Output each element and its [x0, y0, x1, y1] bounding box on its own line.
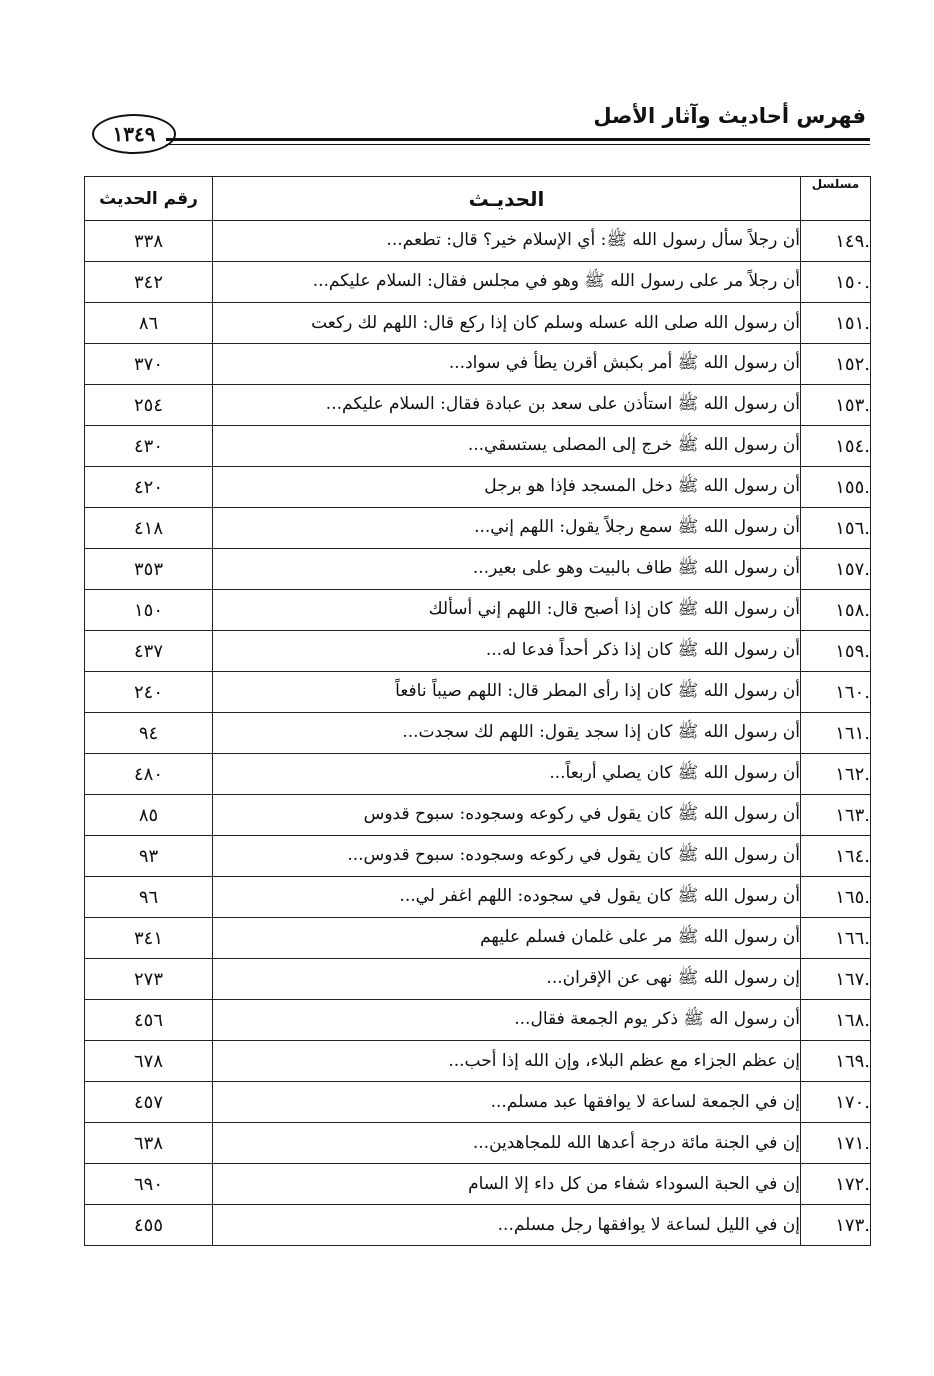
hadith-number-cell: ٦٣٨ [85, 1123, 213, 1164]
hadith-text-cell: إن في الجنة مائة درجة أعدها الله للمجاهدين... [213, 1123, 801, 1164]
serial-number-cell: ١٦٢. [801, 754, 871, 795]
serial-number-cell: ١٥٥. [801, 467, 871, 508]
hadith-text-cell: إن في الحبة السوداء شفاء من كل داء إلا السام [213, 1164, 801, 1205]
serial-number-cell: ١٥٩. [801, 631, 871, 672]
table-row [85, 795, 871, 836]
hadith-text-cell: أن رسول الله ﷺ كان يصلي أربعاً... [213, 754, 801, 795]
hadith-number-cell: ٤٥٥ [85, 1205, 213, 1246]
table-row [85, 1041, 871, 1082]
hadith-text-cell: أن رسول الله صلى الله عسله وسلم كان إذا ركع قال: اللهم لك ركعت [213, 303, 801, 344]
hadith-text-cell: أن رسول الله ﷺ كان إذا أصبح قال: اللهم إني أسألك [213, 590, 801, 631]
serial-number-cell: ١٦٦. [801, 918, 871, 959]
hadith-number-cell: ٩٤ [85, 713, 213, 754]
hadith-number-cell: ٨٦ [85, 303, 213, 344]
serial-number-cell: ١٥٧. [801, 549, 871, 590]
hadith-number-cell: ٢٧٣ [85, 959, 213, 1000]
serial-number-cell: ١٥٢. [801, 344, 871, 385]
serial-number-cell: ١٦٧. [801, 959, 871, 1000]
table-row [85, 1205, 871, 1246]
column-header-hadith: الحديـث [213, 177, 801, 221]
hadith-index-table [84, 176, 871, 1246]
table-row [85, 631, 871, 672]
page-header [84, 102, 870, 164]
hadith-number-cell: ٣٣٨ [85, 221, 213, 262]
hadith-number-cell: ٤٥٦ [85, 1000, 213, 1041]
hadith-text-cell: أن رسول الله ﷺ مر على غلمان فسلم عليهم [213, 918, 801, 959]
table-row [85, 467, 871, 508]
hadith-number-cell: ٣٥٣ [85, 549, 213, 590]
serial-number-cell: ١٦٥. [801, 877, 871, 918]
table-row [85, 262, 871, 303]
hadith-text-cell: أن رسول الله ﷺ كان يقول في ركوعه وسجوده: سبوح قدوس [213, 795, 801, 836]
header-rule [166, 138, 870, 141]
serial-number-cell: ١٥٦. [801, 508, 871, 549]
table-row [85, 1082, 871, 1123]
serial-number-cell: ١٥٤. [801, 426, 871, 467]
hadith-number-cell: ٤٣٧ [85, 631, 213, 672]
hadith-text-cell: أن رسول الله ﷺ استأذن على سعد بن عبادة فقال: السلام عليكم... [213, 385, 801, 426]
hadith-text-cell: أن رسول الله ﷺ خرج إلى المصلى يستسقي... [213, 426, 801, 467]
hadith-number-cell: ٤١٨ [85, 508, 213, 549]
hadith-text-cell: أن رجلاً مر على رسول الله ﷺ وهو في مجلس فقال: السلام عليكم... [213, 262, 801, 303]
hadith-text-cell: أن رسول الله ﷺ أمر بكبش أقرن يطأ في سواد... [213, 344, 801, 385]
table-row [85, 918, 871, 959]
hadith-number-cell: ٤٣٠ [85, 426, 213, 467]
hadith-text-cell: أن رسول الله ﷺ كان يقول في ركوعه وسجوده: سبوح قدوس... [213, 836, 801, 877]
page-number: ١٣٤٩ [92, 114, 176, 154]
serial-number-cell: ١٦٠. [801, 672, 871, 713]
table-header-row [85, 177, 871, 221]
table-row [85, 877, 871, 918]
header-title: فهرس أحاديث وآثار الأصل [593, 104, 866, 128]
hadith-number-cell: ٤٥٧ [85, 1082, 213, 1123]
table-row [85, 590, 871, 631]
serial-number-cell: ١٦٩. [801, 1041, 871, 1082]
hadith-text-cell: إن في الليل لساعة لا يوافقها رجل مسلم... [213, 1205, 801, 1246]
hadith-number-cell: ٣٤٢ [85, 262, 213, 303]
serial-number-cell: ١٧٣. [801, 1205, 871, 1246]
hadith-number-cell: ٩٦ [85, 877, 213, 918]
hadith-text-cell: أن رسول اله ﷺ ذكر يوم الجمعة فقال... [213, 1000, 801, 1041]
hadith-number-cell: ٦٧٨ [85, 1041, 213, 1082]
serial-number-cell: ١٥٣. [801, 385, 871, 426]
hadith-text-cell: أن رجلاً سأل رسول الله ﷺ: أي الإسلام خير؟ قال: تطعم... [213, 221, 801, 262]
column-header-serial: مسلسل [801, 177, 871, 221]
table-row [85, 344, 871, 385]
table-row [85, 754, 871, 795]
serial-number-cell: ١٦٤. [801, 836, 871, 877]
hadith-number-cell: ٤٨٠ [85, 754, 213, 795]
table-row [85, 508, 871, 549]
hadith-text-cell: أن رسول الله ﷺ دخل المسجد فإذا هو برجل [213, 467, 801, 508]
hadith-number-cell: ٦٩٠ [85, 1164, 213, 1205]
table-row [85, 426, 871, 467]
hadith-text-cell: أن رسول الله ﷺ كان إذا ذكر أحداً فدعا له... [213, 631, 801, 672]
table-row [85, 959, 871, 1000]
column-header-hadith-number: رقم الحديث [85, 177, 213, 221]
hadith-number-cell: ٩٣ [85, 836, 213, 877]
hadith-text-cell: أن رسول الله ﷺ كان إذا سجد يقول: اللهم لك سجدت... [213, 713, 801, 754]
serial-number-cell: ١٧٢. [801, 1164, 871, 1205]
serial-number-cell: ١٧١. [801, 1123, 871, 1164]
hadith-text-cell: إن رسول الله ﷺ نهى عن الإقران... [213, 959, 801, 1000]
hadith-text-cell: أن رسول الله ﷺ سمع رجلاً يقول: اللهم إني... [213, 508, 801, 549]
table-row [85, 1000, 871, 1041]
hadith-text-cell: أن رسول الله ﷺ كان إذا رأى المطر قال: اللهم صيباً نافعاً [213, 672, 801, 713]
hadith-text-cell: أن رسول الله ﷺ كان يقول في سجوده: اللهم اغفر لي... [213, 877, 801, 918]
serial-number-cell: ١٧٠. [801, 1082, 871, 1123]
hadith-number-cell: ٢٤٠ [85, 672, 213, 713]
hadith-number-cell: ١٥٠ [85, 590, 213, 631]
hadith-number-cell: ٣٧٠ [85, 344, 213, 385]
table-row [85, 385, 871, 426]
hadith-text-cell: إن في الجمعة لساعة لا يوافقها عبد مسلم... [213, 1082, 801, 1123]
serial-number-cell: ١٥١. [801, 303, 871, 344]
hadith-number-cell: ٣٤١ [85, 918, 213, 959]
header-rule-thin [166, 144, 870, 145]
table-row [85, 672, 871, 713]
serial-number-cell: ١٦٨. [801, 1000, 871, 1041]
hadith-number-cell: ٨٥ [85, 795, 213, 836]
hadith-number-cell: ٢٥٤ [85, 385, 213, 426]
serial-number-cell: ١٥٠. [801, 262, 871, 303]
table-row [85, 836, 871, 877]
serial-number-cell: ١٦١. [801, 713, 871, 754]
table-row [85, 549, 871, 590]
serial-number-cell: ١٦٣. [801, 795, 871, 836]
serial-number-cell: ١٤٩. [801, 221, 871, 262]
table-row [85, 221, 871, 262]
table-row [85, 1164, 871, 1205]
table-row [85, 713, 871, 754]
hadith-text-cell: إن عظم الجزاء مع عظم البلاء، وإن الله إذا أحب... [213, 1041, 801, 1082]
hadith-number-cell: ٤٢٠ [85, 467, 213, 508]
table-row [85, 303, 871, 344]
table-row [85, 1123, 871, 1164]
hadith-text-cell: أن رسول الله ﷺ طاف بالبيت وهو على بعير... [213, 549, 801, 590]
serial-number-cell: ١٥٨. [801, 590, 871, 631]
